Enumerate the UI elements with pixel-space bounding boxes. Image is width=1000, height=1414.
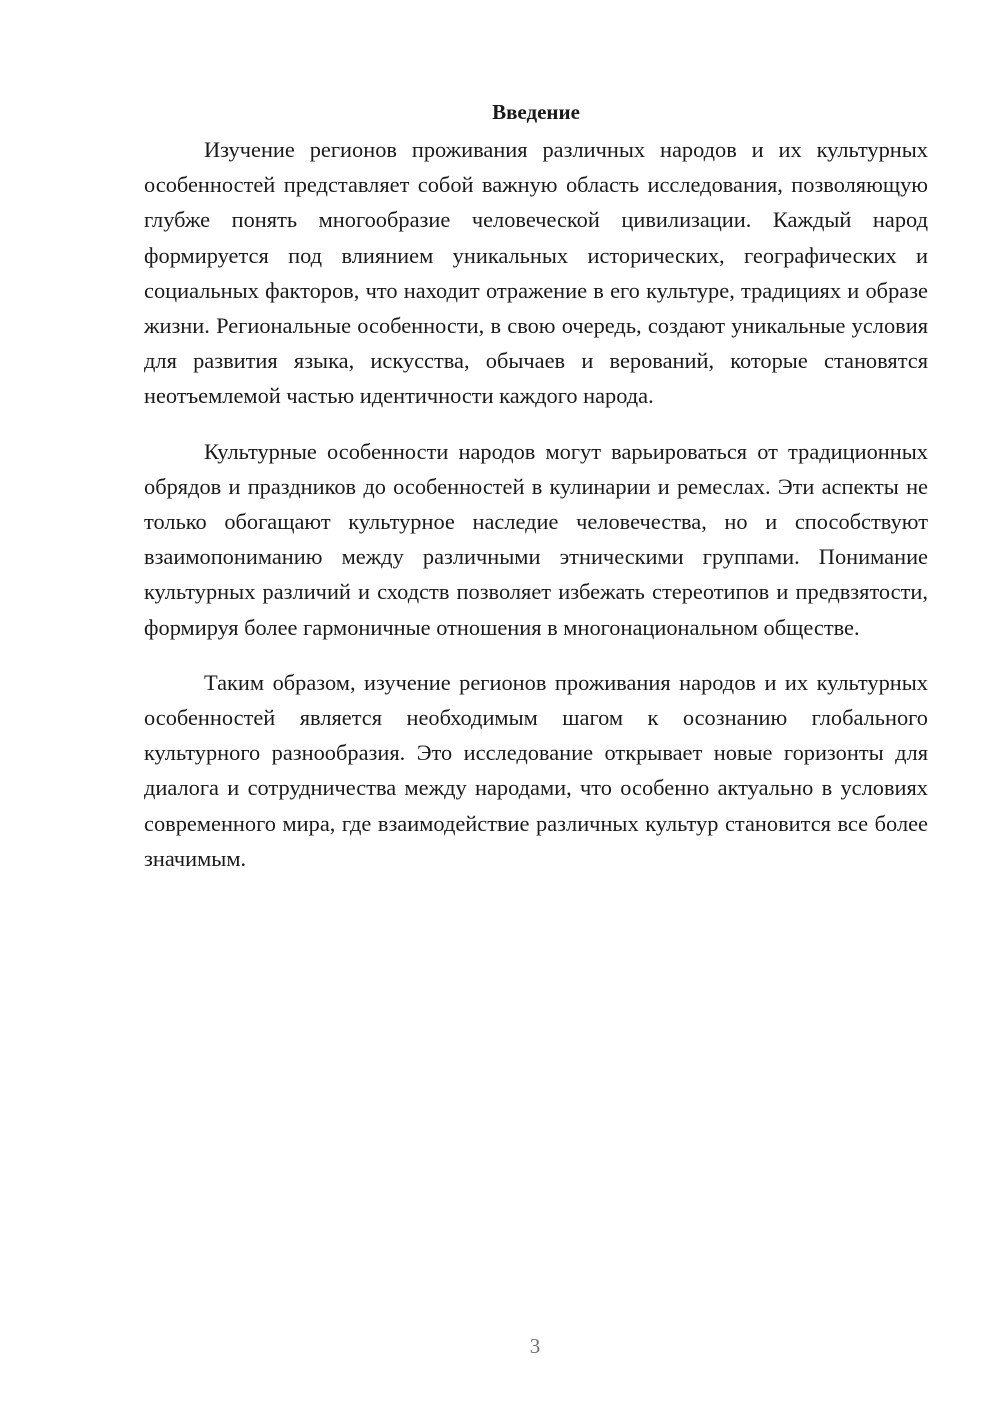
- document-body: [144, 96, 928, 876]
- paragraph-1: Изучение регионов проживания различных народов и их культурных особенностей представляет собой важную область исследования, позволяющую глубже понять многообразие человеческой цивилизации. Каждый народ формируется под влиянием уникальных исторических, географических и социальных факторов, что находит отражение в его культуре, традициях и образе жизни. Региональные особенности, в свою очередь, создают уникальные условия для развития языка, искусства, обычаев и верований, которые становятся неотъемлемой частью идентичности каждого народа.: [144, 137, 928, 409]
- paragraph-2: Культурные особенности народов могут варьироваться от традиционных обрядов и праздников до особенностей в кулинарии и ремеслах. Эти аспекты не только обогащают культурное наследие человечества, но и способствуют взаимопониманию между различными этническими группами. Понимание культурных различий и сходств позволяет избежать стереотипов и предвзятости, формируя более гармоничные отношения в многонациональном обществе.: [144, 438, 928, 640]
- page-number: 3: [529, 1334, 541, 1358]
- section-title: Введение: [492, 100, 580, 124]
- paragraph-3: Таким образом, изучение регионов проживания народов и их культурных особенностей является необходимым шагом к осознанию глобального культурного разнообразия. Это исследование открывает новые горизонты для диалога и сотрудничества между народами, что особенно актуально в условиях современного мира, где взаимодействие различных культур становится все более значимым.: [144, 669, 928, 871]
